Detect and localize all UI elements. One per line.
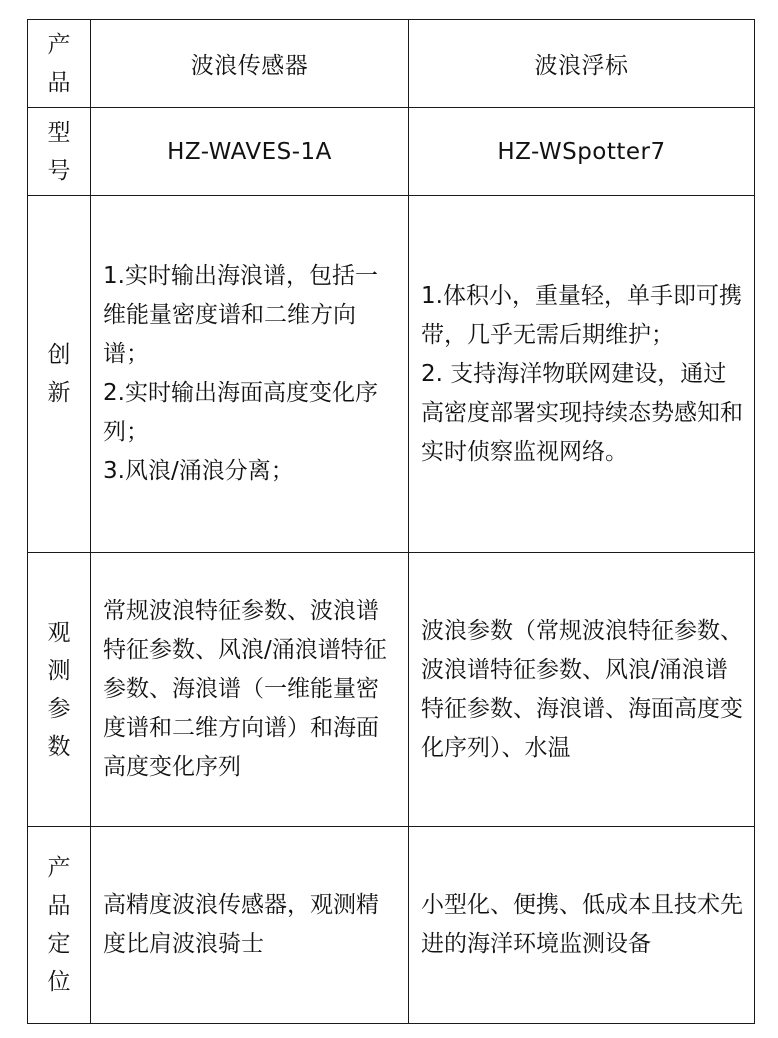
innovation-buoy: [409, 196, 755, 553]
product-name-sensor: 波浪传感器: [91, 20, 409, 108]
innovation-buoy-item: 2. 支持海洋物联网建设，通过高密度部署实现持续态势感知和实时侦察监视网络。: [421, 360, 743, 465]
parameters-sensor: 常规波浪特征参数、波浪谱特征参数、风浪/涌浪谱特征参数、海浪谱（一维能量密度谱和二维方向谱）和海面高度变化序列: [91, 553, 409, 827]
label-positioning: 产 品 定 位: [28, 827, 91, 1024]
label-model: 型 号: [28, 108, 91, 196]
label-innovation: 创 新: [28, 196, 91, 553]
row-product: [28, 20, 755, 108]
row-parameters: [28, 553, 755, 827]
product-comparison-table: [27, 19, 755, 1024]
positioning-buoy: 小型化、便携、低成本且技术先进的海洋环境监测设备: [409, 827, 755, 1024]
innovation-sensor-item: 3.风浪/涌浪分离；: [103, 458, 294, 484]
model-sensor: HZ-WAVES-1A: [91, 108, 409, 196]
product-name-buoy: 波浪浮标: [409, 20, 755, 108]
innovation-buoy-item: 1.体积小，重量轻，单手即可携带，几乎无需后期维护；: [421, 282, 742, 348]
model-buoy: HZ-WSpotter7: [409, 108, 755, 196]
label-product: 产 品: [28, 20, 91, 108]
label-parameters: 观 测 参 数: [28, 553, 91, 827]
parameters-buoy: 波浪参数（常规波浪特征参数、波浪谱特征参数、风浪/涌浪谱特征参数、海浪谱、海面高度变化序列）、水温: [409, 553, 755, 827]
innovation-sensor-item: 1.实时输出海浪谱，包括一维能量密度谱和二维方向谱；: [103, 263, 378, 367]
innovation-sensor: [91, 196, 409, 553]
row-positioning: [28, 827, 755, 1024]
positioning-sensor: 高精度波浪传感器，观测精度比肩波浪骑士: [91, 827, 409, 1024]
innovation-sensor-item: 2.实时输出海面高度变化序列；: [103, 380, 378, 445]
row-innovation: [28, 196, 755, 553]
row-model: [28, 108, 755, 196]
